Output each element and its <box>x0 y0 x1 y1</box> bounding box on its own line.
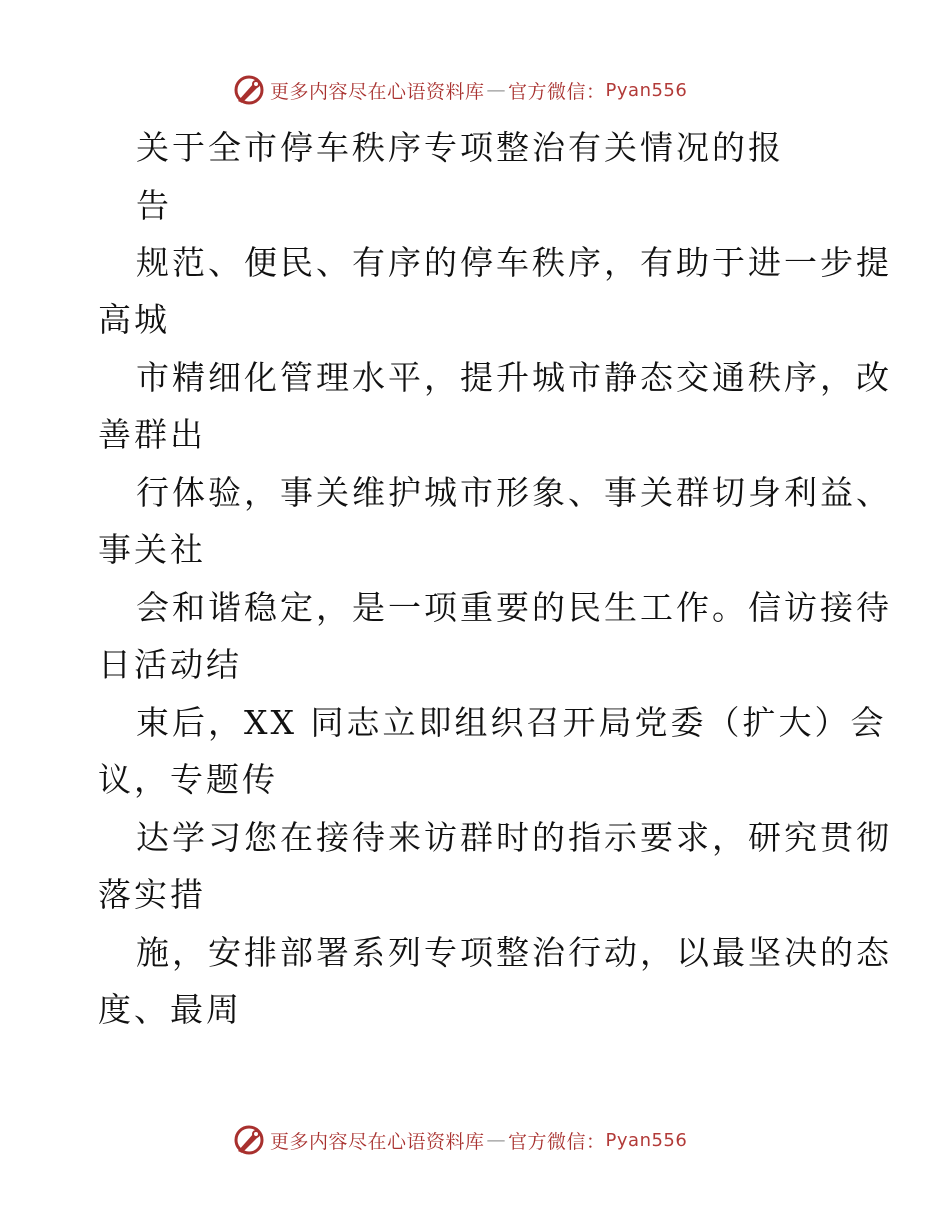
title-line-1: 关于全市停车秩序专项整治有关情况的报 <box>136 128 784 167</box>
text-line: 达学习您在接待来访群时的指示要求，研究贯彻 <box>136 818 892 857</box>
header-watermark <box>232 72 687 108</box>
text-line: 度、最周 <box>98 990 242 1029</box>
text-line: 落实措 <box>98 875 206 914</box>
text-line: 行体验，事关维护城市形象、事关群切身利益、 <box>136 473 892 512</box>
text-line: 施，安排部署系列专项整治行动，以最坚决的态 <box>136 933 892 972</box>
text-line: 束后，XX 同志立即组织召开局党委（扩大）会 <box>136 703 887 742</box>
watermark-separator: — <box>486 1129 507 1151</box>
text-line: 议，专题传 <box>98 760 278 799</box>
watermark-brand: 更多内容尽在心语资料库 <box>270 1130 485 1153</box>
text-line: 日活动结 <box>98 645 242 684</box>
title-line-2: 告 <box>136 186 172 225</box>
watermark-id: Pyan556 <box>605 79 688 101</box>
watermark-label: 官方微信： <box>508 1130 606 1153</box>
text-line: 高城 <box>98 300 170 339</box>
watermark-brand: 更多内容尽在心语资料库 <box>270 80 485 103</box>
watermark-id: Pyan556 <box>605 1129 688 1151</box>
pen-logo-icon <box>232 1123 266 1157</box>
text-line: 善群出 <box>98 415 206 454</box>
text-line: 规范、便民、有序的停车秩序，有助于进一步提 <box>136 243 892 282</box>
watermark-label: 官方微信： <box>508 80 606 103</box>
pen-logo-icon <box>232 73 266 107</box>
text-line: 市精细化管理水平，提升城市静态交通秩序，改 <box>136 358 892 397</box>
text-line: 事关社 <box>98 530 206 569</box>
text-line: 会和谐稳定，是一项重要的民生工作。信访接待 <box>136 588 892 627</box>
footer-watermark <box>232 1122 687 1158</box>
watermark-separator: — <box>486 79 507 101</box>
